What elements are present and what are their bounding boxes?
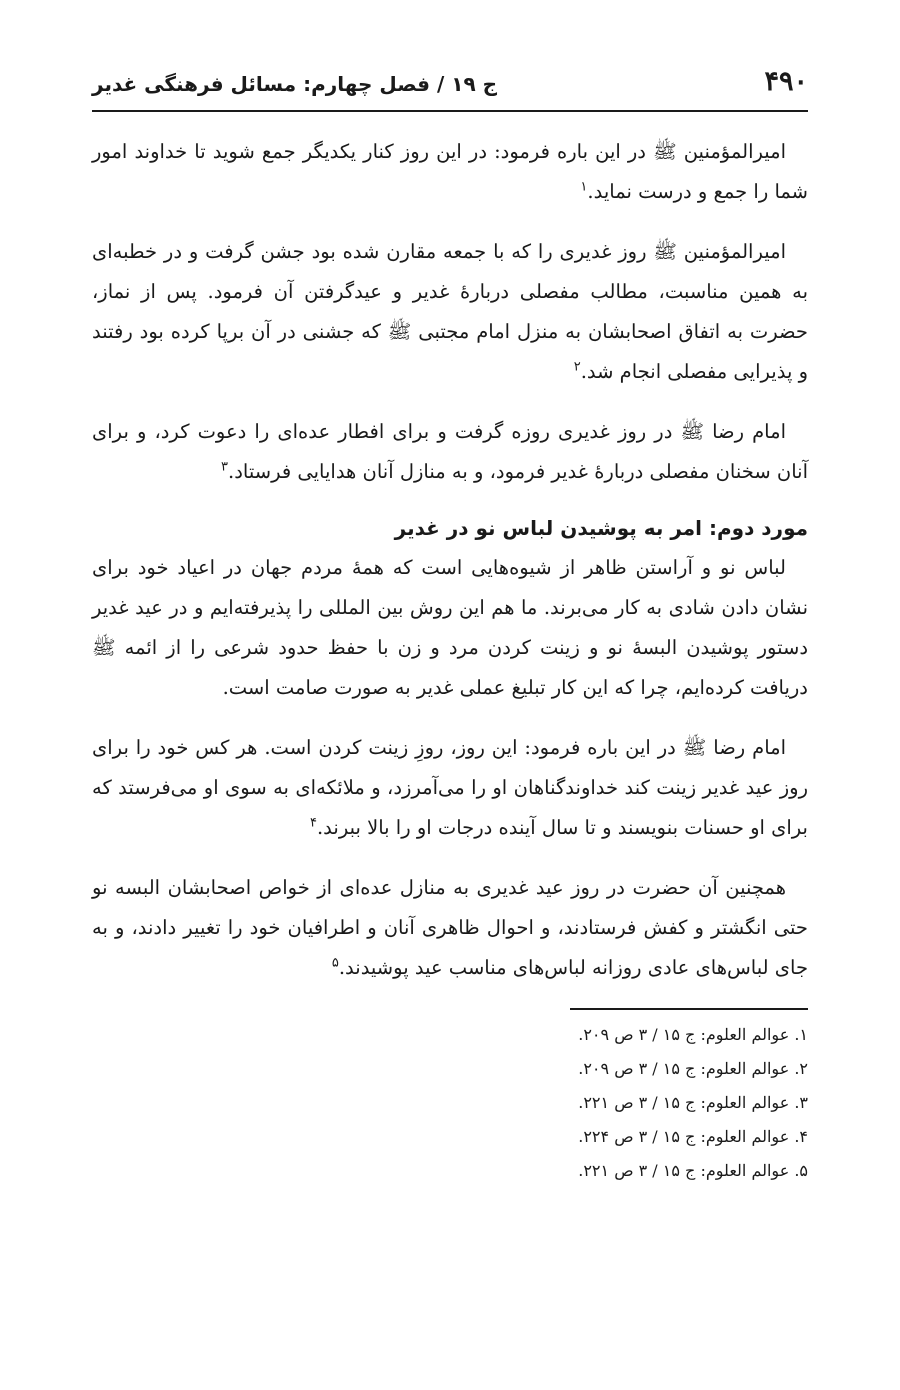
- paragraph-text: امام رضا ﷺ در این باره فرمود: این روز، روزِ زینت کردن است. هر کس خود را برای روز عید غدیر زینت کند خداوندگناهان او را می‌آمرزد، و ملائکه‌ای به سوی او می‌فرستد که برای او حسنات بنویسند و تا سال آینده درجات او را بالا ببرند.: [92, 736, 808, 839]
- paragraph-text: امیرالمؤمنین ﷺ روز غدیری را که با جمعه مقارن شده بود جشن گرفت و در خطبه‌ای به همین مناسبت، مطالب مفصلی دربارهٔ غدیر و عیدگرفتن آن فرمود. پس از نماز، حضرت به اتفاق اصحابشان به منزل امام مجتبی ﷺ که جشنی در آن برپا کرده بود رفتند و پذیرایی مفصلی انجام شد.: [92, 240, 808, 383]
- footnote-item: ۴. عوالم العلوم: ج ۱۵ / ۳ ص ۲۲۴.: [578, 1127, 808, 1146]
- book-page: [92, 58, 808, 1188]
- paragraph: [92, 412, 808, 492]
- running-title: ج ۱۹ / فصل چهارم: مسائل فرهنگی غدیر: [92, 72, 498, 96]
- paragraph: [92, 868, 808, 988]
- footnote-ref: ۱: [580, 179, 588, 195]
- footnote-divider: [570, 1008, 808, 1010]
- footnote-item: ۲. عوالم العلوم: ج ۱۵ / ۳ ص ۲۰۹.: [578, 1059, 808, 1078]
- footnote-item: ۱. عوالم العلوم: ج ۱۵ / ۳ ص ۲۰۹.: [578, 1025, 808, 1044]
- page-header: [92, 58, 808, 112]
- paragraph: [92, 232, 808, 392]
- paragraph-text: امیرالمؤمنین ﷺ در این باره فرمود: در این روز کنار یکدیگر جمع شوید تا خداوند امور شما را جمع و درست نماید.: [92, 140, 808, 203]
- page-body: [92, 112, 808, 988]
- footnote-item: ۳. عوالم العلوم: ج ۱۵ / ۳ ص ۲۲۱.: [578, 1093, 808, 1112]
- footnote-list: [92, 1018, 808, 1188]
- footnote-ref: ۲: [573, 359, 581, 375]
- paragraph-text: امام رضا ﷺ در روز غدیری روزه گرفت و برای افطار عده‌ای را دعوت کرد، و برای آنان سخنان مفصلی دربارهٔ غدیر فرمود، و به منازل آنان هدایایی فرستاد.: [92, 420, 808, 483]
- paragraph: [92, 728, 808, 848]
- paragraph-text: همچنین آن حضرت در روز عید غدیری به منازل عده‌ای از خواص اصحابشان البسه نو حتی انگشتر و کفش فرستادند، و احوال ظاهری آنان و اطرافیان خود را تغییر دادند، و به جای لباس‌های عادی روزانه لباس‌های مناسب عید پوشیدند.: [92, 876, 808, 979]
- footnotes: [92, 1008, 808, 1188]
- page-number: ۴۹۰: [764, 66, 808, 97]
- footnote-ref: ۵: [331, 955, 339, 971]
- footnote-ref: ۴: [310, 815, 317, 831]
- footnote-item: ۵. عوالم العلوم: ج ۱۵ / ۳ ص ۲۲۱.: [578, 1161, 808, 1180]
- paragraph-text: لباس نو و آراستن ظاهر از شیوه‌هایی است که همهٔ مردم جهان در اعیاد خود برای نشان دادن شادی به کار می‌برند. ما هم این روش بین المللی را پذیرفته‌ایم و در عید غدیر دستور پوشیدن البسهٔ نو و زینت کردن مرد و زن با حفظ حدود شرعی را از ائمه ﷺ دریافت کرده‌ایم، چرا که این کار تبلیغ عملی غدیر به صورت صامت است.: [92, 556, 808, 699]
- paragraph: [92, 548, 808, 708]
- section-heading: مورد دوم: امر به پوشیدن لباس نو در غدیر: [394, 516, 808, 540]
- paragraph: [92, 132, 808, 212]
- footnote-ref: ۳: [221, 459, 229, 475]
